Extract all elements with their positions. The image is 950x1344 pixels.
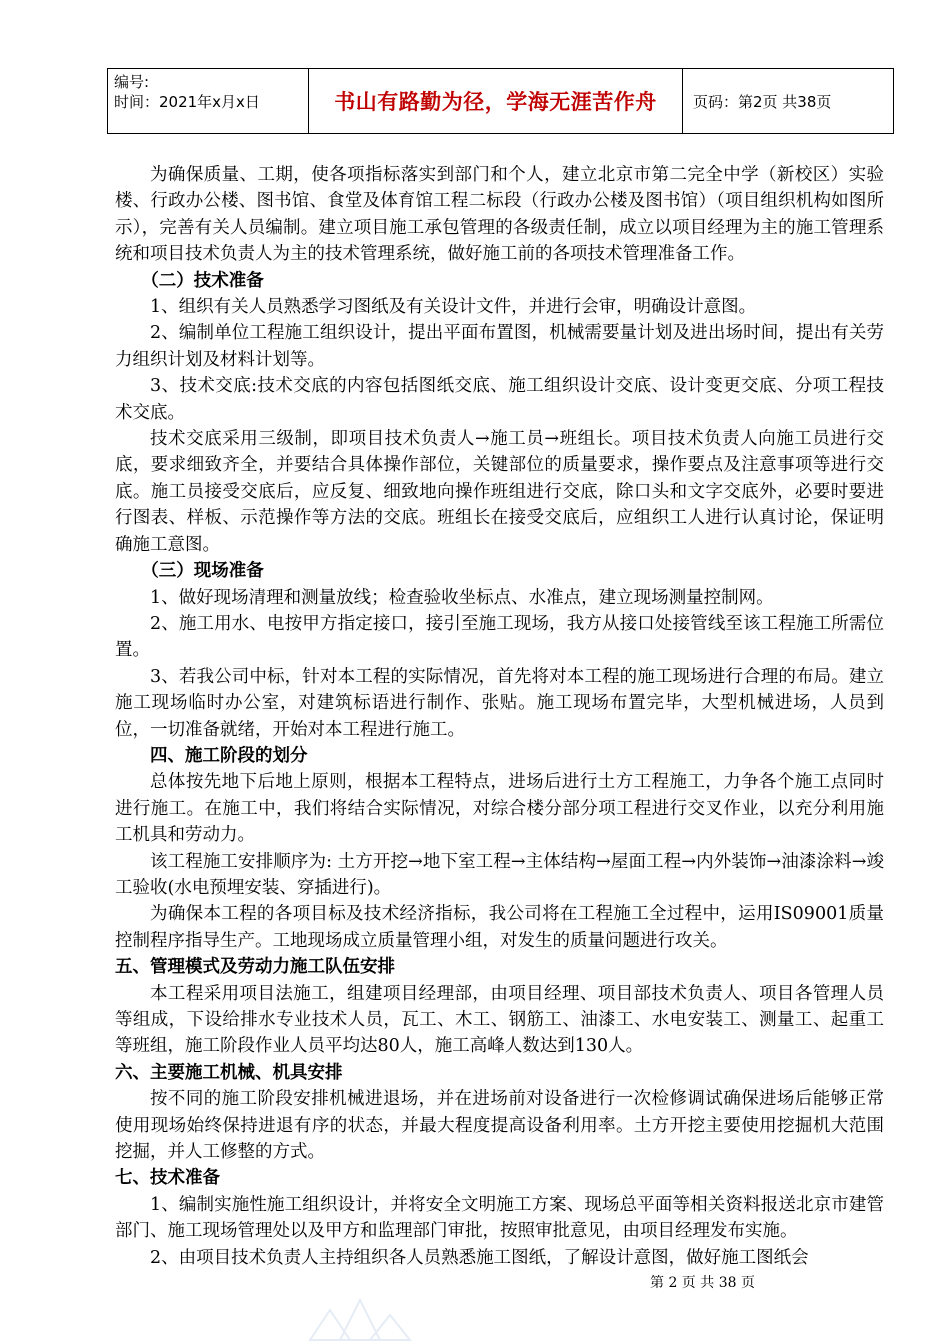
body-paragraph: 按不同的施工阶段安排机械进退场，并在进场前对设备进行一次检修调试确保进场后能够正常使用现场始终保持进退有序的状态，并最大程度提高设备利用率。土方开挖主要使用挖掘机大范围挖掘，并人工修整的方式。	[115, 1089, 884, 1163]
section-heading: 六、主要施工机械、机具安排	[115, 1062, 343, 1083]
section-heading: 七、技术准备	[115, 1168, 220, 1189]
body-paragraph: 1、编制实施性施工组织设计，并将安全文明施工方案、现场总平面等相关资料报送北京市建管部门、施工现场管理处以及甲方和监理部门审批，按照审批意见，由项目经理发布实施。	[115, 1194, 884, 1242]
body-paragraph: 1、组织有关人员熟悉学习图纸及有关设计文件，并进行会审，明确设计意图。	[150, 297, 757, 318]
section-heading: 四、施工阶段的划分	[150, 745, 308, 766]
subsection-heading: （三）现场准备	[141, 561, 264, 582]
header-motto: 书山有路勤为径，学海无涯苦作舟	[309, 69, 683, 133]
document-header	[107, 68, 894, 134]
body-paragraph: 为确保质量、工期，使各项指标落实到部门和个人，建立北京市第二完全中学（新校区）实验楼、行政办公楼、图书馆、食堂及体育馆工程二标段（行政办公楼及图书馆）（项目组织机构如图所示），完善有关人员编制。建立项目施工承包管理的各级责任制，成立以项目经理为主的施工管理系统和项目技术负责人为主的技术管理系统，做好施工前的各项技术管理准备工作。	[115, 165, 884, 265]
body-paragraph: 本工程采用项目法施工，组建项目经理部，由项目经理、项目部技术负责人、项目各管理人员等组成，下设给排水专业技术人员，瓦工、木工、钢筋工、油漆工、水电安装工、测量工、起重工等班组，施工阶段作业人员平均达80人，施工高峰人数达到130人。	[115, 983, 884, 1057]
header-page-label: 页码：第2页 共38页	[693, 92, 832, 111]
header-meta	[108, 69, 309, 133]
body-paragraph: 3、技术交底:技术交底的内容包括图纸交底、施工组织设计交底、设计变更交底、分项工程技术交底。	[115, 376, 884, 423]
body-paragraph: 该工程施工安排顺序为: 土方开挖→地下室工程→主体结构→屋面工程→内外装饰→油漆涂料→竣工验收(水电预埋安装、穿插进行)。	[115, 851, 884, 898]
body-paragraph: 技术交底采用三级制，即项目技术负责人→施工员→班组长。项目技术负责人向施工员进行交底，要求细致齐全，并要结合具体操作部位，关键部位的质量要求，操作要点及注意事项等进行交底。施工员接受交底后，应反复、细致地向操作班组进行交底，除口头和文字交底外，必要时要进行图表、样板、示范操作等方法的交底。班组长在接受交底后，应组织工人进行认真讨论，保证明确施工意图。	[115, 429, 884, 555]
body-paragraph: 1、做好现场清理和测量放线；检查验收坐标点、水准点，建立现场测量控制网。	[150, 587, 774, 608]
body-paragraph: 2、由项目技术负责人主持组织各人员熟悉施工图纸，了解设计意图，做好施工图纸会	[150, 1247, 809, 1268]
subsection-heading: （二）技术准备	[141, 270, 264, 291]
page-footer: 第 2 页 共 38 页	[650, 1275, 755, 1291]
body-paragraph: 2、施工用水、电按甲方指定接口，接引至施工现场，我方从接口处接管线至该工程施工所需位置。	[115, 613, 884, 661]
time-label: 时间：2021年x月x日	[114, 93, 260, 111]
body-paragraph: 为确保本工程的各项目标及技术经济指标，我公司将在工程施工全过程中，运用IS09001质量控制程序指导生产。工地现场成立质量管理小组，对发生的质量问题进行攻关。	[115, 904, 884, 951]
number-label: 编号:	[114, 73, 150, 91]
document-body	[115, 162, 884, 1271]
watermark-logo	[300, 1290, 420, 1344]
body-paragraph: 3、若我公司中标，针对本工程的实际情况，首先将对本工程的施工现场进行合理的布局。建立施工现场临时办公室，对建筑标语进行制作、张贴。施工现场布置完毕，大型机械进场，人员到位，一切准备就绪，开始对本工程进行施工。	[115, 666, 884, 740]
body-paragraph: 总体按先地下后地上原则，根据本工程特点，进场后进行土方工程施工，力争各个施工点同时进行施工。在施工中，我们将结合实际情况，对综合楼分部分项工程进行交叉作业，以充分利用施工机具和劳动力。	[115, 772, 884, 846]
section-heading: 五、管理模式及劳动力施工队伍安排	[115, 957, 395, 978]
body-paragraph: 2、编制单位工程施工组织设计，提出平面布置图，机械需要量计划及进出场时间，提出有关劳力组织计划及材料计划等。	[115, 323, 884, 370]
